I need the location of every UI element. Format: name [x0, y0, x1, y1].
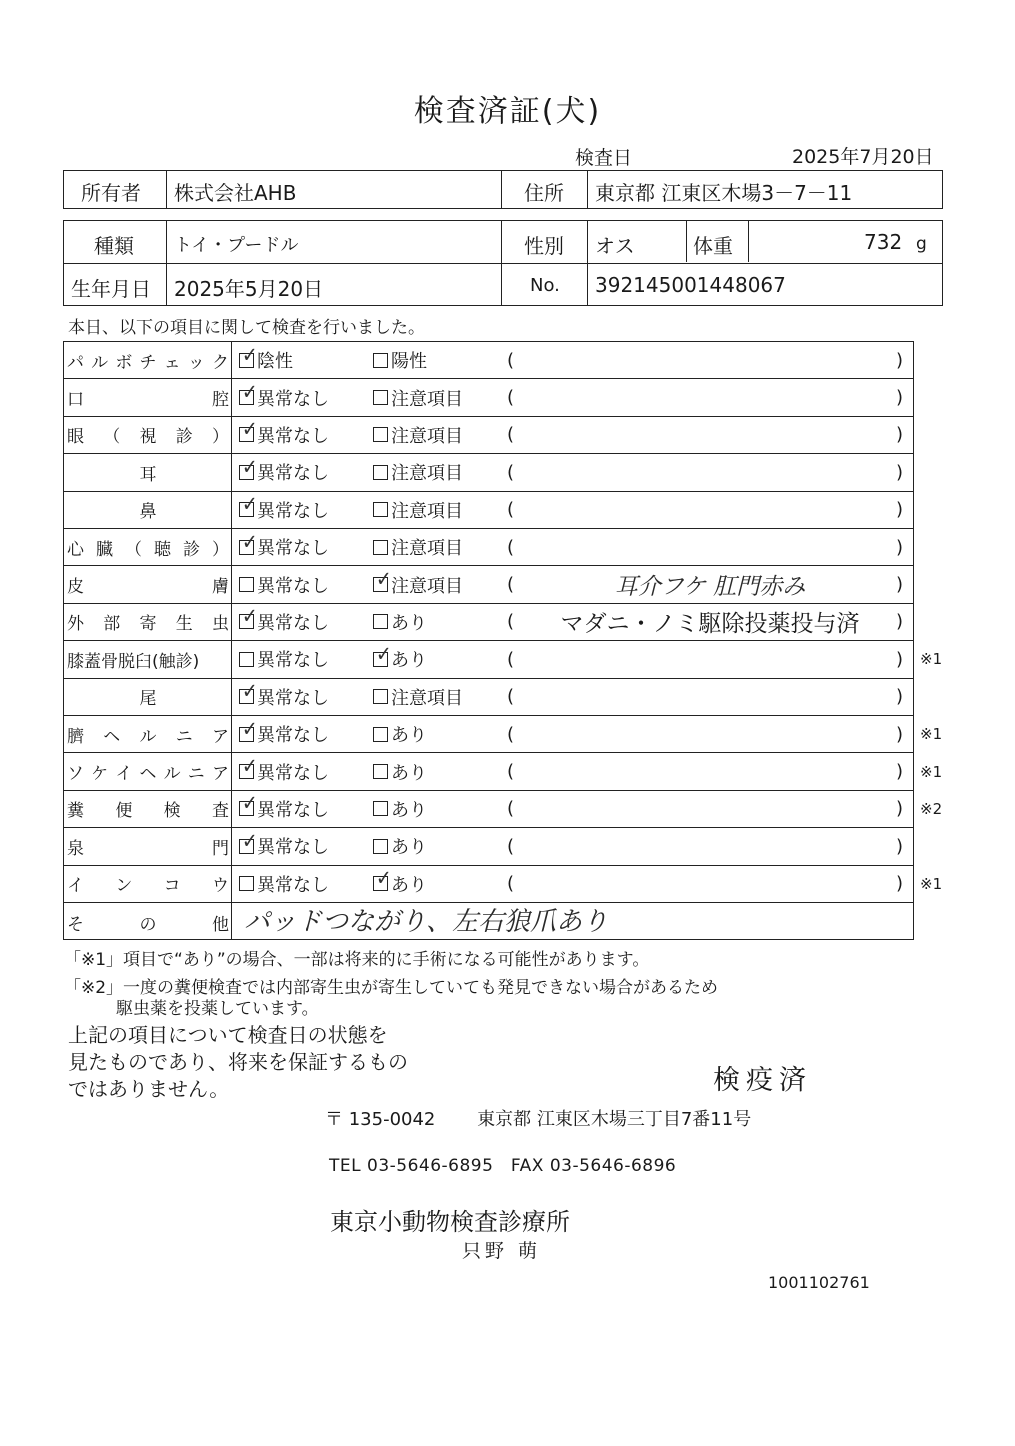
option-abnormal	[373, 379, 463, 415]
weight-value: 732	[864, 230, 903, 254]
option-label: 異常なし	[257, 687, 329, 709]
checkbox-icon	[239, 492, 258, 517]
checklist-item-label: 尾	[139, 689, 157, 710]
remark-paren-close: )	[896, 424, 904, 446]
sex-value: オス	[595, 234, 635, 258]
disclaimer	[68, 1022, 408, 1103]
checklist-item-label: 外 部 寄 生 虫	[67, 614, 229, 635]
clinic-name: 東京小動物検査診療所	[330, 1208, 570, 1236]
option-abnormal	[373, 828, 427, 864]
other-label: そ の 他	[67, 914, 229, 935]
birth-label: 生年月日	[71, 277, 151, 301]
checklist-row	[64, 679, 913, 716]
check-mark-icon: ✓	[241, 754, 258, 779]
checklist-row	[64, 417, 913, 454]
remark-paren-close: )	[896, 461, 904, 483]
option-abnormal	[373, 342, 427, 378]
option-normal	[239, 641, 329, 677]
remark-text	[528, 791, 892, 827]
disclaimer-line: ではありません。	[68, 1077, 230, 1101]
option-abnormal	[373, 716, 427, 752]
other-text: パッドつながり、左右狼爪あり	[244, 907, 609, 937]
checklist-item-label: 眼 （ 視 診 ）	[67, 427, 229, 448]
checklist-row-other	[64, 903, 913, 941]
remark-text: 耳介フケ 肛門赤み	[614, 574, 806, 601]
weight-unit: g	[916, 234, 927, 254]
option-label: 陰性	[257, 351, 293, 373]
checkbox-icon	[239, 454, 258, 480]
remark-paren-open: (	[507, 461, 515, 483]
remark-paren-close: )	[896, 798, 904, 820]
owner-value: 株式会社AHB	[174, 181, 297, 205]
checkbox-icon	[239, 342, 258, 368]
note-reference: ※1	[920, 650, 943, 669]
option-abnormal	[373, 604, 427, 640]
option-label: 異常なし	[257, 463, 329, 485]
checklist-item-label: パ ル ボ チ ェ ッ ク	[67, 352, 229, 373]
remark-paren-close: )	[896, 835, 904, 857]
checklist-item-label: 膝蓋骨脱臼(触診)	[67, 651, 200, 672]
checkbox-icon	[373, 689, 388, 704]
option-normal	[239, 791, 329, 827]
remark-paren-close: )	[896, 761, 904, 783]
checklist-item-label: 皮 膚	[67, 577, 229, 598]
checkbox-icon	[239, 828, 258, 854]
checklist-row	[64, 454, 913, 491]
weight-label: 体重	[693, 234, 733, 258]
checkbox-icon	[239, 529, 258, 555]
option-label: 注意項目	[391, 575, 463, 597]
checkbox-icon	[239, 604, 258, 629]
checklist-item-label: 泉 門	[67, 838, 229, 859]
remark-paren-close: )	[896, 499, 904, 521]
checkbox-icon	[239, 754, 258, 779]
check-mark-icon: ✓	[241, 380, 258, 405]
remark-text	[528, 454, 892, 490]
remark-text	[528, 379, 892, 415]
doctor-name: 只野 萌	[462, 1240, 542, 1262]
remark-paren-close: )	[896, 686, 904, 708]
note-reference: ※2	[920, 799, 943, 818]
option-label: あり	[391, 762, 427, 784]
checklist-row	[64, 379, 913, 416]
checkbox-icon	[373, 540, 388, 555]
remark-paren-close: )	[896, 574, 904, 596]
checkbox-icon	[239, 380, 258, 405]
option-abnormal	[373, 753, 427, 789]
remark-paren-close: )	[896, 873, 904, 895]
checkbox-icon	[373, 502, 388, 517]
document-number: 1001102761	[768, 1273, 870, 1292]
note-reference: ※1	[920, 762, 943, 781]
remark-text: マダニ・ノミ駆除投薬投与済	[560, 611, 860, 638]
option-label: 注意項目	[391, 687, 463, 709]
check-mark-icon: ✓	[375, 866, 392, 891]
option-abnormal	[373, 866, 427, 902]
owner-box	[63, 170, 943, 209]
option-label: あり	[391, 874, 427, 896]
check-mark-icon: ✓	[241, 828, 258, 853]
option-label: 異常なし	[257, 538, 329, 560]
checkbox-icon	[373, 727, 388, 742]
breed-value: トイ・プードル	[174, 235, 299, 256]
remark-paren-open: (	[507, 873, 515, 895]
remark-paren-close: )	[896, 387, 904, 409]
checkbox-icon	[239, 577, 254, 592]
remark-text	[528, 866, 892, 902]
remark-text	[528, 529, 892, 565]
checklist-row	[64, 529, 913, 566]
note-reference: ※1	[920, 725, 943, 744]
remark-text	[528, 641, 892, 677]
street-address: 東京都 江東区木場三丁目7番11号	[477, 1109, 752, 1130]
checkbox-icon	[373, 839, 388, 854]
remark-paren-close: )	[896, 723, 904, 745]
option-label: 異常なし	[257, 799, 329, 821]
option-abnormal	[373, 492, 463, 528]
checkbox-icon	[239, 876, 254, 891]
option-label: 注意項目	[391, 463, 463, 485]
checklist-item-label: 臍 ヘ ル ニ ア	[67, 726, 229, 747]
checklist-item-label: ソ ケ イ ヘ ル ニ ア	[67, 764, 229, 785]
option-normal	[239, 753, 329, 789]
address-value: 東京都 江東区木場3－7－11	[595, 181, 853, 205]
footnote-1: 「※1」項目で“あり”の場合、一部は将来的に手術になる可能性があります。	[64, 950, 650, 970]
remark-text	[528, 753, 892, 789]
check-mark-icon: ✓	[241, 604, 258, 629]
checklist-item-label: 鼻	[139, 502, 157, 523]
checkbox-icon	[239, 417, 258, 442]
option-normal	[239, 417, 329, 453]
remark-paren-open: (	[507, 424, 515, 446]
clinic-address	[325, 1105, 751, 1131]
remark-paren-open: (	[507, 686, 515, 708]
remark-paren-close: )	[896, 611, 904, 633]
remark-paren-open: (	[507, 574, 515, 596]
option-abnormal	[373, 529, 463, 565]
remark-paren-open: (	[507, 798, 515, 820]
remark-text	[528, 492, 892, 528]
sex-label: 性別	[524, 234, 564, 258]
owner-label: 所有者	[81, 181, 141, 205]
option-label: あり	[391, 837, 427, 859]
document-title: 検査済証(犬)	[413, 94, 602, 129]
checkbox-icon	[373, 427, 388, 442]
option-label: あり	[391, 725, 427, 747]
address-label: 住所	[524, 181, 564, 205]
option-abnormal	[373, 641, 427, 677]
option-normal	[239, 379, 329, 415]
birth-value: 2025年5月20日	[174, 277, 324, 301]
remark-text	[528, 716, 892, 752]
no-value: 392145001448067	[595, 273, 786, 297]
disclaimer-line: 上記の項目について検査日の状態を	[68, 1023, 388, 1047]
checklist-row	[64, 492, 913, 529]
option-label: 異常なし	[257, 612, 329, 634]
checklist-row	[64, 791, 943, 828]
check-mark-icon: ✓	[241, 492, 258, 517]
option-label: 注意項目	[391, 425, 463, 447]
remark-paren-close: )	[896, 349, 904, 371]
checklist-item-label: 口 腔	[67, 390, 229, 411]
check-mark-icon: ✓	[241, 716, 258, 741]
checkbox-icon	[373, 353, 388, 368]
option-normal	[239, 566, 329, 602]
breed-label: 種類	[94, 234, 134, 258]
option-abnormal	[373, 417, 463, 453]
option-abnormal	[373, 791, 427, 827]
checkbox-icon	[373, 801, 388, 816]
remark-paren-open: (	[507, 611, 515, 633]
option-label: 異常なし	[257, 874, 329, 896]
checkbox-icon	[373, 641, 392, 667]
option-normal	[239, 828, 329, 864]
remark-paren-open: (	[507, 536, 515, 558]
option-normal	[239, 454, 329, 490]
option-normal	[239, 866, 329, 902]
checklist-row	[64, 866, 943, 903]
postal-code: 〒 135-0042	[325, 1109, 436, 1130]
checklist-item-label: イ ン コ ウ	[67, 876, 229, 897]
pet-box	[63, 220, 943, 306]
remark-text	[528, 679, 892, 715]
option-label: あり	[391, 612, 427, 634]
checkbox-icon	[239, 652, 254, 667]
option-label: 異常なし	[257, 837, 329, 859]
option-label: 異常なし	[257, 575, 329, 597]
option-normal	[239, 679, 329, 715]
option-normal	[239, 716, 329, 752]
checklist-table	[63, 341, 943, 940]
option-label: あり	[391, 799, 427, 821]
check-mark-icon: ✓	[375, 567, 392, 592]
footnote-2-continued: 駆虫薬を投薬しています。	[116, 999, 319, 1019]
option-normal	[239, 342, 293, 378]
inspection-date: 2025年7月20日	[792, 146, 934, 168]
option-label: 注意項目	[391, 388, 463, 410]
checklist-item-label: 耳	[139, 464, 157, 485]
checklist-row	[64, 342, 913, 379]
remark-paren-open: (	[507, 648, 515, 670]
no-label: No.	[530, 275, 560, 296]
remark-paren-open: (	[507, 387, 515, 409]
option-normal	[239, 492, 329, 528]
check-mark-icon: ✓	[241, 679, 258, 704]
remark-paren-open: (	[507, 835, 515, 857]
option-abnormal	[373, 454, 463, 490]
checkbox-icon	[239, 679, 258, 704]
check-mark-icon: ✓	[241, 529, 258, 554]
footnote-2: 「※2」一度の糞便検査では内部寄生虫が寄生していても発見できない場合があるため	[64, 978, 719, 998]
checkbox-icon	[373, 866, 392, 891]
check-mark-icon: ✓	[241, 417, 258, 442]
checklist-row	[64, 566, 913, 603]
disclaimer-line: 見たものであり、将来を保証するもの	[68, 1050, 408, 1074]
option-label: 異常なし	[257, 500, 329, 522]
checkbox-icon	[373, 764, 388, 779]
option-label: 陽性	[391, 351, 427, 373]
remark-text	[528, 828, 892, 864]
option-abnormal	[373, 679, 463, 715]
checklist-row	[64, 753, 943, 790]
checklist-item-label: 心 臓 （ 聴 診 ）	[67, 539, 229, 560]
check-mark-icon: ✓	[241, 342, 258, 367]
remark-paren-open: (	[507, 723, 515, 745]
remark-text	[528, 417, 892, 453]
option-label: 異常なし	[257, 762, 329, 784]
option-normal	[239, 529, 329, 565]
remark-text	[528, 342, 892, 378]
option-label: 異常なし	[257, 650, 329, 672]
checklist-row	[64, 604, 913, 641]
remark-paren-open: (	[507, 499, 515, 521]
checkbox-icon	[239, 716, 258, 742]
checklist-row	[64, 641, 943, 678]
checklist-item-label: 糞 便 検 査	[67, 801, 229, 822]
contact-numbers: TEL 03-5646-6895 FAX 03-5646-6896	[329, 1156, 677, 1176]
remark-paren-close: )	[896, 648, 904, 670]
checkbox-icon	[373, 567, 392, 592]
remark-paren-close: )	[896, 536, 904, 558]
remark-paren-open: (	[507, 761, 515, 783]
option-label: 異常なし	[257, 388, 329, 410]
option-label: 注意項目	[391, 538, 463, 560]
checkbox-icon	[373, 390, 388, 405]
option-label: あり	[391, 650, 427, 672]
check-mark-icon: ✓	[241, 791, 258, 816]
option-label: 異常なし	[257, 725, 329, 747]
checkbox-icon	[239, 791, 258, 816]
note-reference: ※1	[920, 874, 943, 893]
quarantine-stamp: 検疫済	[713, 1065, 812, 1096]
checklist-row	[64, 828, 913, 865]
checkbox-icon	[373, 614, 388, 629]
intro-text: 本日、以下の項目に関して検査を行いました。	[68, 318, 425, 338]
option-label: 異常なし	[257, 425, 329, 447]
remark-paren-open: (	[507, 349, 515, 371]
checkbox-icon	[373, 465, 388, 480]
inspection-date-label: 検査日	[575, 147, 633, 169]
option-label: 注意項目	[391, 500, 463, 522]
check-mark-icon: ✓	[241, 454, 258, 479]
option-abnormal	[373, 566, 463, 602]
check-mark-icon: ✓	[375, 641, 392, 666]
option-normal	[239, 604, 329, 640]
checklist-row	[64, 716, 943, 753]
